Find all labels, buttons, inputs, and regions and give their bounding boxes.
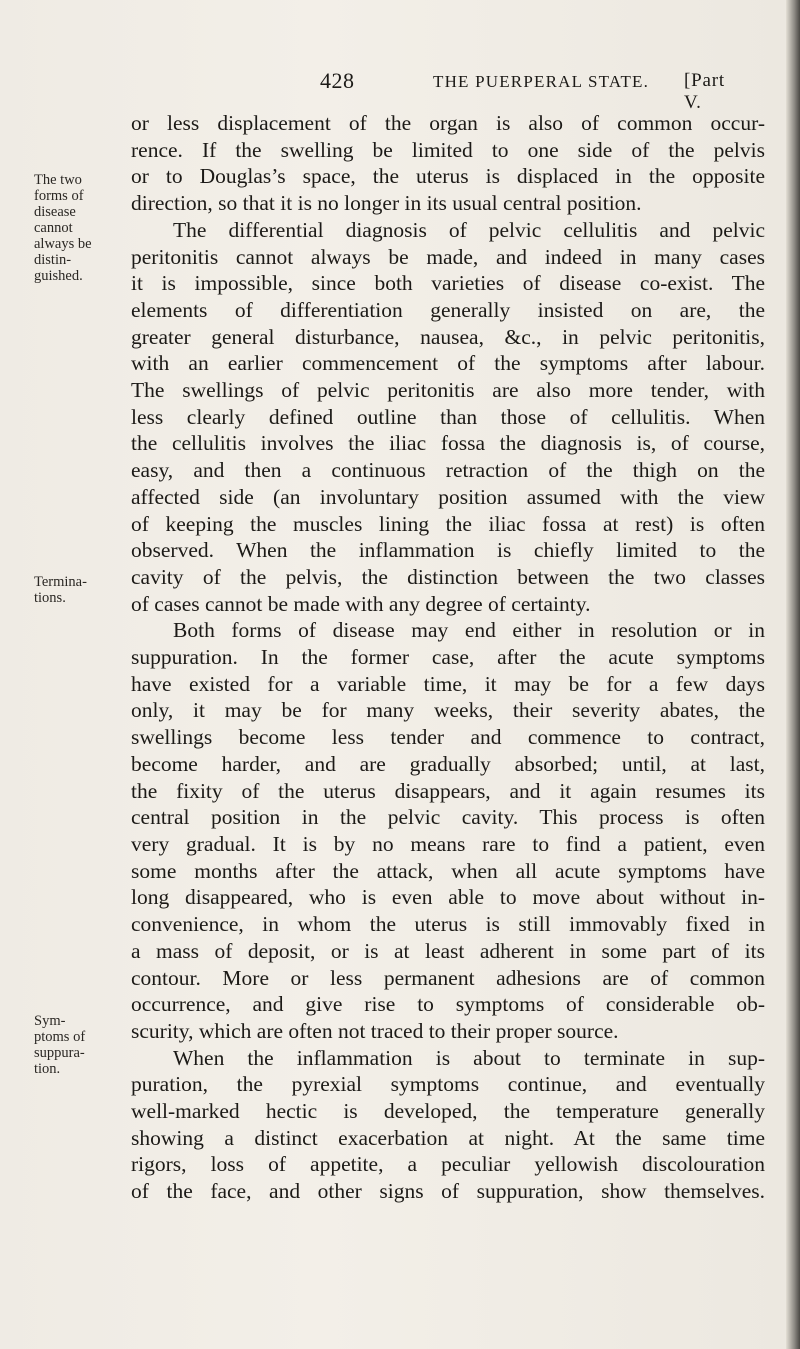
text-line: The differential diagnosis of pelvic cellulitis and pelvic [173,217,765,242]
text-line: greater general disturbance, nausea, &c., in pelvic peritonitis, [131,324,765,349]
text-line: well-marked hectic is developed, the temperature generally [131,1099,765,1124]
text-line: occurrence, and give rise to symptoms of considerable ob- [131,992,765,1017]
text-line: or less displacement of the organ is also of common occur- [131,111,765,135]
text-line: long disappeared, who is even able to move about without in- [131,885,765,910]
text-line: have existed for a variable time, it may be for a few days [131,671,765,696]
body-text [131,110,765,1205]
page-header [320,68,740,113]
running-title: THE PUERPERAL STATE. [433,72,650,91]
margin-note-line: ptoms of [34,1029,86,1045]
text-line: Both forms of disease may end either in resolution or in [173,618,765,643]
margin-note-line: Termina- [34,574,87,590]
part-label: [Part V. [684,70,725,113]
text-line: some months after the attack, when all acute symptoms have [131,858,765,883]
margin-note-line: always be [34,236,92,252]
text-line: of the face, and other signs of suppuration, show themselves. [131,1179,765,1204]
page-number: 428 [320,68,355,93]
margin-note-line: distin- [34,252,72,268]
margin-note-line: forms of [34,188,84,204]
text-line: the cellulitis involves the iliac fossa the diagnosis is, of course, [131,431,765,456]
text-line: When the inflammation is about to terminate in sup- [173,1045,765,1070]
text-line: the fixity of the uterus disappears, and it again resumes its [131,778,765,803]
page-edge-shadow [786,0,800,1349]
paragraph-continued [131,110,765,217]
text-line: contour. More or less permanent adhesions are of common [131,965,765,990]
margin-note-line: Sym- [34,1013,66,1029]
text-line: direction, so that it is no longer in its usual central position. [131,191,642,216]
margin-note-line: disease [34,204,76,220]
margin-note-terminations [34,574,114,606]
text-line: with an earlier commencement of the symptoms after labour. [131,351,765,376]
text-line: scurity, which are often not traced to their proper source. [131,1018,619,1043]
text-line: it is impossible, since both varieties of disease co-exist. The [131,271,765,296]
margin-note-line: The two [34,172,82,188]
text-line: less clearly defined outline than those of cellulitis. When [131,404,765,429]
text-line: showing a distinct exacerbation at night. At the same time [131,1125,765,1150]
text-line: affected side (an involuntary position assumed with the view [131,484,765,509]
paragraph-differential-diagnosis [131,217,765,618]
text-line: observed. When the inflammation is chiefly limited to the [131,538,765,563]
text-line: become harder, and are gradually absorbed; until, at last, [131,751,765,776]
margin-note-line: tions. [34,590,66,606]
margin-note-line: guished. [34,268,83,284]
text-line: puration, the pyrexial symptoms continue, and eventually [131,1072,765,1097]
margin-note-symptoms-suppuration [34,1013,114,1077]
paragraph-suppuration [131,1045,765,1205]
margin-note-line: cannot [34,220,73,236]
text-line: or to Douglas’s space, the uterus is displaced in the opposite [131,164,765,189]
margin-note-two-forms [34,172,114,284]
text-line: very gradual. It is by no means rare to find a patient, even [131,831,765,856]
text-line: central position in the pelvic cavity. This process is often [131,805,765,830]
text-line: The swellings of pelvic peritonitis are also more tender, with [131,378,765,403]
text-line: convenience, in whom the uterus is still immovably fixed in [131,912,765,937]
text-line: a mass of deposit, or is at least adherent in some part of its [131,938,765,963]
text-line: swellings become less tender and commence to contract, [131,725,765,750]
text-line: of keeping the muscles lining the iliac fossa at rest) is often [131,511,765,536]
text-line: rence. If the swelling be limited to one side of the pelvis [131,137,765,162]
text-line: cavity of the pelvis, the distinction between the two classes [131,564,765,589]
text-line: of cases cannot be made with any degree of certainty. [131,591,591,616]
margin-note-line: suppura- [34,1045,85,1061]
text-line: only, it may be for many weeks, their severity abates, the [131,698,765,723]
paragraph-terminations [131,617,765,1044]
text-line: peritonitis cannot always be made, and indeed in many cases [131,244,765,269]
text-line: easy, and then a continuous retraction of the thigh on the [131,458,765,483]
text-line: rigors, loss of appetite, a peculiar yellowish discolouration [131,1152,765,1177]
margin-note-line: tion. [34,1061,61,1077]
text-line: elements of differentiation generally insisted on are, the [131,297,765,322]
text-line: suppuration. In the former case, after the acute symptoms [131,645,765,670]
